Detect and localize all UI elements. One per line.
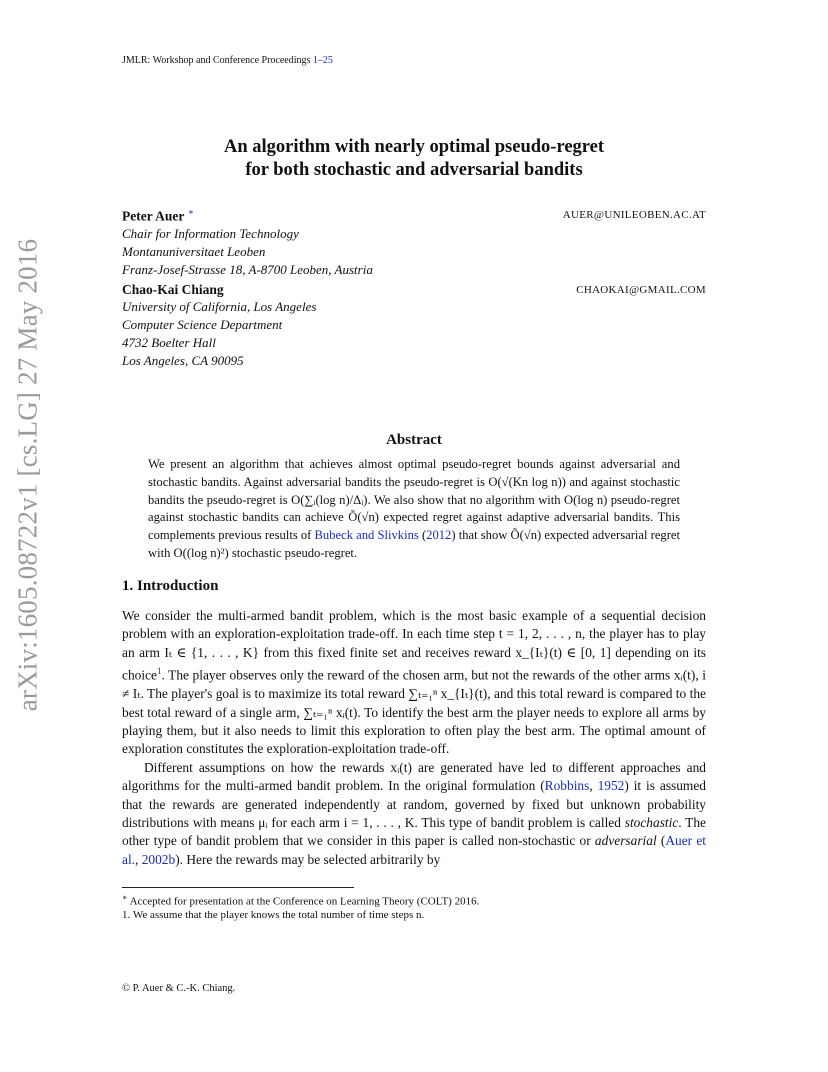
abstract-text: We present an algorithm that achieves almost optimal pseudo-regret bounds against adversarial and stochastic bandits. Against adversarial bandits the pseudo-regret is O(√(Kn log n)) and against stochastic bandits the pseudo-regret is O(∑ᵢ(log n)/Δᵢ). We also show that no algorithm with O(log n) pseudo-regret against stochastic bandits can achieve Õ(√n) expected regret against adaptive adversarial bandits. This complements previous results of bbox=[148, 457, 680, 543]
footnote-mark: ∗ bbox=[122, 893, 128, 902]
arxiv-id-text[interactable]: arXiv:1605.08722v1 [cs.LG] 27 May 2016 bbox=[12, 238, 43, 712]
paragraph: Different assumptions on how the rewards xᵢ(t) are generated have led to different approaches and algorithms for the multi-armed bandit problem. In the original formulation (Robbins, 1952) it is assumed that the rewards are generated independently at random, governed by fixed but unknown probability distributions with means μᵢ for each arm i = 1, . . . , K. This type of bandit problem is called stochastic. The other type of bandit problem that we consider in this paper is called non-stochastic or adversarial (Auer et al., 2002b). Here the rewards may be selected arbitrarily by bbox=[122, 759, 706, 867]
citation-year-link[interactable]: 2012 bbox=[426, 528, 452, 543]
paragraph-text: . The other type of bandit problem that we consider in this paper is called non-stochastic or bbox=[122, 814, 706, 849]
author-affiliation-line: 4732 Boelter Hall bbox=[122, 335, 216, 350]
footnote-mark-link[interactable]: ∗ bbox=[187, 207, 194, 217]
author-name: Peter Auer bbox=[122, 208, 185, 224]
paragraph-text: ). Here the rewards may be selected arbitrarily by bbox=[175, 851, 441, 867]
page-range-link[interactable]: 1–25 bbox=[312, 55, 333, 66]
footnote bbox=[122, 909, 706, 921]
author-email: CHAOKAI@GMAIL.COM bbox=[576, 284, 706, 296]
footnote bbox=[122, 893, 706, 908]
citation-link[interactable]: Auer et al. bbox=[122, 833, 706, 867]
arxiv-stamp bbox=[8, 240, 48, 710]
author-affiliation-line: Chair for Information Technology bbox=[122, 225, 299, 241]
author-affiliation-line: Franz-Josef-Strasse 18, A-8700 Leoben, Austria bbox=[122, 261, 373, 277]
abstract-heading: Abstract bbox=[386, 432, 442, 448]
footnote-mark: 1. bbox=[122, 909, 131, 921]
footnote-ref-link[interactable]: 1 bbox=[156, 666, 162, 677]
section-heading: 1. Introduction bbox=[122, 578, 219, 594]
citation-year-link[interactable]: 2002b bbox=[141, 851, 176, 867]
abstract-body: We present an algorithm that achieves almost optimal pseudo-regret bounds against adversarial and stochastic bandits. Against adversarial bandits the pseudo-regret is O(√(Kn log n)) and against stochastic bandits the pseudo-regret is O(∑ᵢ(log n)/Δᵢ). We also show that no algorithm with O(log n) pseudo-regret against stochastic bandits can achieve Õ(√n) expected regret against adaptive adversarial bandits. This complements previous results of Bubeck and Slivkins (2012) that show Õ(√n) expected adversarial regret with O((log n)²) stochastic pseudo-regret. bbox=[148, 457, 681, 560]
intro-body bbox=[122, 607, 706, 869]
venue-text: JMLR: Workshop and Conference Proceedings bbox=[122, 55, 311, 66]
paragraph bbox=[122, 607, 706, 759]
paragraph-text: We consider the multi-armed bandit problem, which is the most basic example of a sequential decision problem with an exploration-exploitation trade-off. In each time step t = 1, 2, . . . , n, the player has to play an arm Iₜ ∈ {1, . . . , K} from this fixed finite set and receives reward x_{Iₜ}(t) ∈ [0, 1] depending on its choice bbox=[122, 608, 706, 683]
author-block-1 bbox=[122, 207, 706, 279]
author-email: AUER@UNILEOBEN.AC.AT bbox=[562, 209, 706, 221]
author-name: Chao-Kai Chiang bbox=[122, 282, 224, 297]
paragraph-text: ( bbox=[656, 833, 666, 849]
citation-link[interactable]: Bubeck and Slivkins bbox=[314, 528, 419, 543]
paragraph-text: ) it is assumed that the rewards are generated independently at random, governed by fixed but unknown probability distributions with means μᵢ for each arm i = 1, . . . , K. This type of bandit problem is called bbox=[122, 778, 706, 830]
title-line-2: for both stochastic and adversarial bandits bbox=[245, 160, 583, 180]
citation-year-link[interactable]: 1952 bbox=[597, 778, 625, 794]
author-affiliation-line: Los Angeles, CA 90095 bbox=[122, 353, 244, 368]
footnote-text: We assume that the player knows the total number of time steps n. bbox=[132, 909, 425, 921]
footnote-text: Accepted for presentation at the Conference on Learning Theory (COLT) 2016. bbox=[129, 895, 480, 908]
emphasis-text: stochastic bbox=[624, 814, 679, 830]
paper-title bbox=[122, 136, 706, 182]
abstract-text: that show Õ(√n) expected adversarial regret with O((log n)²) stochastic pseudo-regret. bbox=[148, 528, 681, 560]
running-header bbox=[122, 55, 333, 66]
paragraph-text: Different assumptions on how the rewards xᵢ(t) are generated have led to different approaches and algorithms for the multi-armed bandit problem. In the original formulation ( bbox=[122, 759, 706, 794]
title-line-1: An algorithm with nearly optimal pseudo-regret bbox=[223, 137, 605, 157]
copyright-notice: © P. Auer & C.-K. Chiang. bbox=[122, 983, 236, 994]
author-affiliation-line: Computer Science Department bbox=[122, 317, 283, 332]
author-affiliation-line: Montanuniversitaet Leoben bbox=[122, 243, 266, 259]
citation-link[interactable]: Robbins bbox=[544, 778, 590, 794]
paragraph-text: . The player observes only the reward of the chosen arm, but not the rewards of the other arms xᵢ(t), i ≠ Iₜ. The player's goal is to maximize its total reward ∑ₜ₌₁ⁿ x_{Iₜ}(t), and this total reward is compared to the best total reward of a single arm, ∑ₜ₌₁ⁿ xᵢ(t). To identify the best arm the player needs to explore all arms by playing them, but it also needs to limit this exploration to often play the best arm. The optimal amount of exploration constitutes the exploration-exploitation trade-off. bbox=[122, 667, 706, 757]
footnote-rule bbox=[122, 887, 354, 888]
author-affiliation-line: University of California, Los Angeles bbox=[122, 299, 317, 314]
author-block-2 bbox=[122, 282, 706, 370]
emphasis-text: adversarial bbox=[594, 833, 657, 849]
